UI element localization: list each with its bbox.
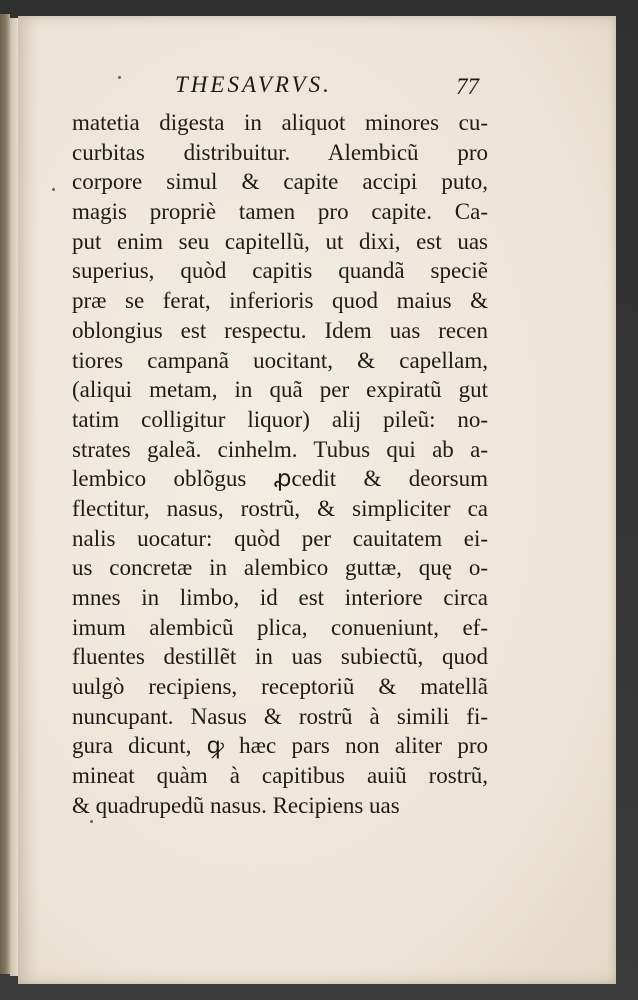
text-line: strates galeã. cinhelm. Tubus qui ab a-	[72, 436, 488, 462]
text-line: put enim seu capitellũ, ut dixi, est uas	[72, 228, 488, 254]
ink-speck	[118, 76, 121, 79]
text-line: lembico oblõgus ꝓcedit & deorsum	[72, 466, 488, 492]
text-line: tiores campanã uocitant, & capellam,	[72, 347, 488, 373]
text-line: superius, quòd capitis quandã speciẽ	[72, 258, 488, 284]
text-line: magis propriè tamen pro capite. Ca-	[72, 199, 488, 225]
text-line: mnes in limbo, id est interiore circa	[72, 585, 488, 610]
book-cover-edge	[0, 14, 10, 974]
text-line: nalis uocatur: quòd per cauitatem ei-	[72, 525, 488, 551]
text-line: us concretæ in alembico guttæ, quę o-	[72, 555, 488, 581]
text-line: mineat quàm à capitibus auiũ rostrũ,	[72, 763, 488, 789]
text-line: præ se ferat, inferioris quod maius &	[72, 288, 488, 314]
text-line: fluentes destillẽt in uas subiectũ, quod	[72, 644, 488, 670]
text-line: flectitur, nasus, rostrũ, & simpliciter ca	[72, 495, 488, 521]
body-text	[72, 108, 488, 821]
text-line: corpore simul & capite accipi puto,	[72, 169, 488, 195]
text-line: tatim colligitur liquor) alij pileũ: no-	[72, 406, 488, 432]
running-title: THESAVRVS.	[175, 72, 332, 97]
text-line: uulgò recipiens, receptoriũ & matellã	[72, 674, 488, 700]
page-stack-edge	[10, 18, 18, 976]
text-line: (aliqui metam, in quã per expiratũ gut	[72, 377, 488, 403]
page-number: 77	[456, 74, 479, 99]
ink-speck	[52, 188, 55, 191]
text-line: nuncupant. Nasus & rostrũ à simili fi-	[72, 703, 488, 729]
text-line: & quadrupedũ nasus. Recipiens uas	[72, 792, 400, 818]
text-line: gura dicunt, ꝙ hæc pars non aliter pro	[72, 733, 488, 759]
text-line: matetia digesta in aliquot minores cu-	[72, 110, 488, 135]
text-line: imum alembicũ plica, conueniunt, ef-	[72, 614, 488, 640]
text-line: curbitas distribuitur. Alembicũ pro	[72, 139, 488, 165]
text-line: oblongius est respectu. Idem uas recen	[72, 317, 488, 343]
